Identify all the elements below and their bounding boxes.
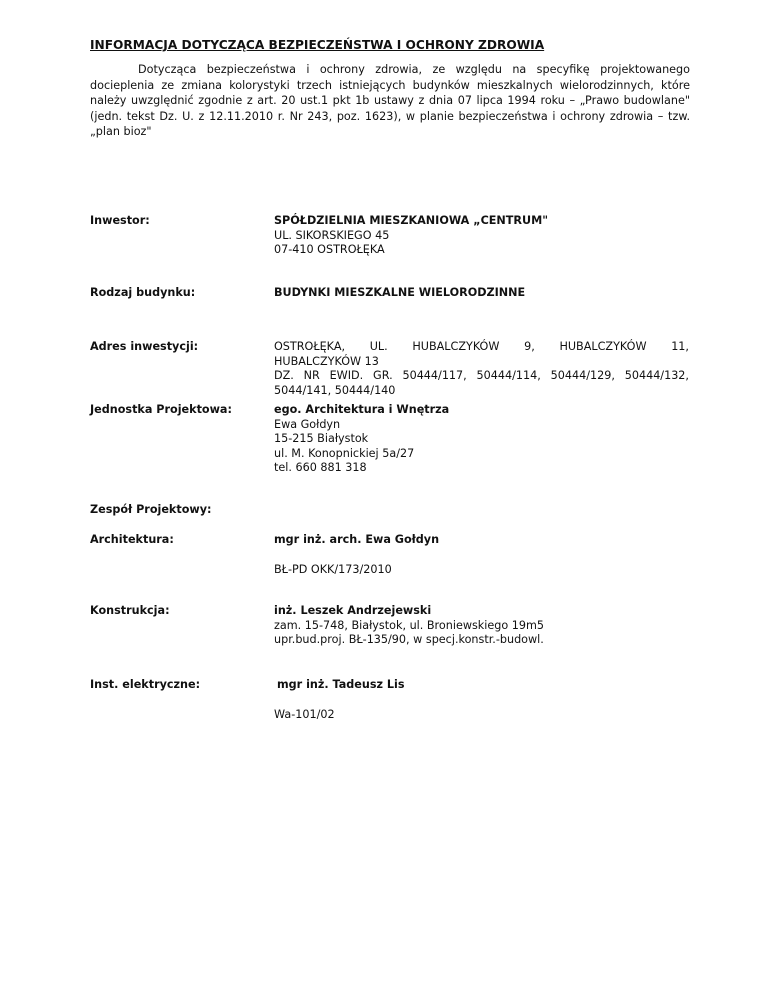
investor-street: UL. SIKORSKIEGO 45 <box>274 228 390 242</box>
address-line-2: HUBALCZYKÓW 13 <box>274 354 379 368</box>
design-unit-value <box>274 403 689 476</box>
construction-license: upr.bud.proj. BŁ-135/90, w specj.konstr.-budowl. <box>274 633 544 647</box>
architecture-label: Architektura: <box>90 533 174 546</box>
construction-value <box>274 604 689 648</box>
electrical-license: Wa-101/02 <box>274 707 335 721</box>
design-unit-city: 15-215 Białystok <box>274 432 369 446</box>
electrical-value <box>274 678 689 722</box>
team-label: Zespół Projektowy: <box>90 503 212 516</box>
architecture-license: BŁ-PD OKK/173/2010 <box>274 562 392 576</box>
building-type-text: BUDYNKI MIESZKALNE WIELORODZINNE <box>274 286 526 299</box>
investor-name: SPÓŁDZIELNIA MIESZKANIOWA „CENTRUM" <box>274 214 549 227</box>
construction-label: Konstrukcja: <box>90 604 170 617</box>
architecture-name: mgr inż. arch. Ewa Gołdyn <box>274 533 440 546</box>
document-header <box>90 38 690 140</box>
electrical-label: Inst. elektryczne: <box>90 678 201 691</box>
electrical-name: mgr inż. Tadeusz Lis <box>277 678 405 691</box>
investor-value <box>274 214 689 258</box>
address-line-1: OSTROŁĘKA, UL. HUBALCZYKÓW 9, HUBALCZYKÓW 11, <box>274 340 689 353</box>
design-unit-street: ul. M. Konopnickiej 5a/27 <box>274 446 415 460</box>
address-line-4: 5044/141, 50444/140 <box>274 383 396 397</box>
design-unit-person: Ewa Gołdyn <box>274 417 341 431</box>
address-label: Adres inwestycji: <box>90 340 199 353</box>
document-title: INFORMACJA DOTYCZĄCA BEZPIECZEŃSTWA I OCHRONY ZDROWIA <box>90 38 545 52</box>
intro-paragraph: Dotycząca bezpieczeństwa i ochrony zdrowia, ze względu na specyfikę projektowanego docieplenia ze zmiana kolorystyki trzech istniejących budynków mieszkalnych wielorodzinnych, które należy uwzględnić zgodnie z art. 20 ust.1 pkt 1b ustawy z dnia 07 lipca 1994 roku – „Prawo budowlane" (jedn. tekst Dz. U. z 12.11.2010 r. Nr 243, poz. 1623), w planie bezpieczeństwa i ochrony zdrowia – tzw. „plan bioz" <box>90 63 690 139</box>
address-value <box>274 340 689 398</box>
address-line-3: DZ. NR EWID. GR. 50444/117, 50444/114, 50444/129, 50444/132, <box>274 369 689 383</box>
design-unit-label: Jednostka Projektowa: <box>90 403 232 416</box>
investor-city: 07-410 OSTROŁĘKA <box>274 243 385 257</box>
construction-address: zam. 15-748, Białystok, ul. Broniewskiego 19m5 <box>274 618 545 632</box>
architecture-value <box>274 533 689 577</box>
building-type-label: Rodzaj budynku: <box>90 286 196 299</box>
design-unit-phone: tel. 660 881 318 <box>274 461 367 475</box>
construction-name: inż. Leszek Andrzejewski <box>274 604 432 617</box>
building-type-value <box>274 286 689 301</box>
design-unit-name: ego. Architektura i Wnętrza <box>274 403 450 416</box>
investor-label: Inwestor: <box>90 214 150 227</box>
